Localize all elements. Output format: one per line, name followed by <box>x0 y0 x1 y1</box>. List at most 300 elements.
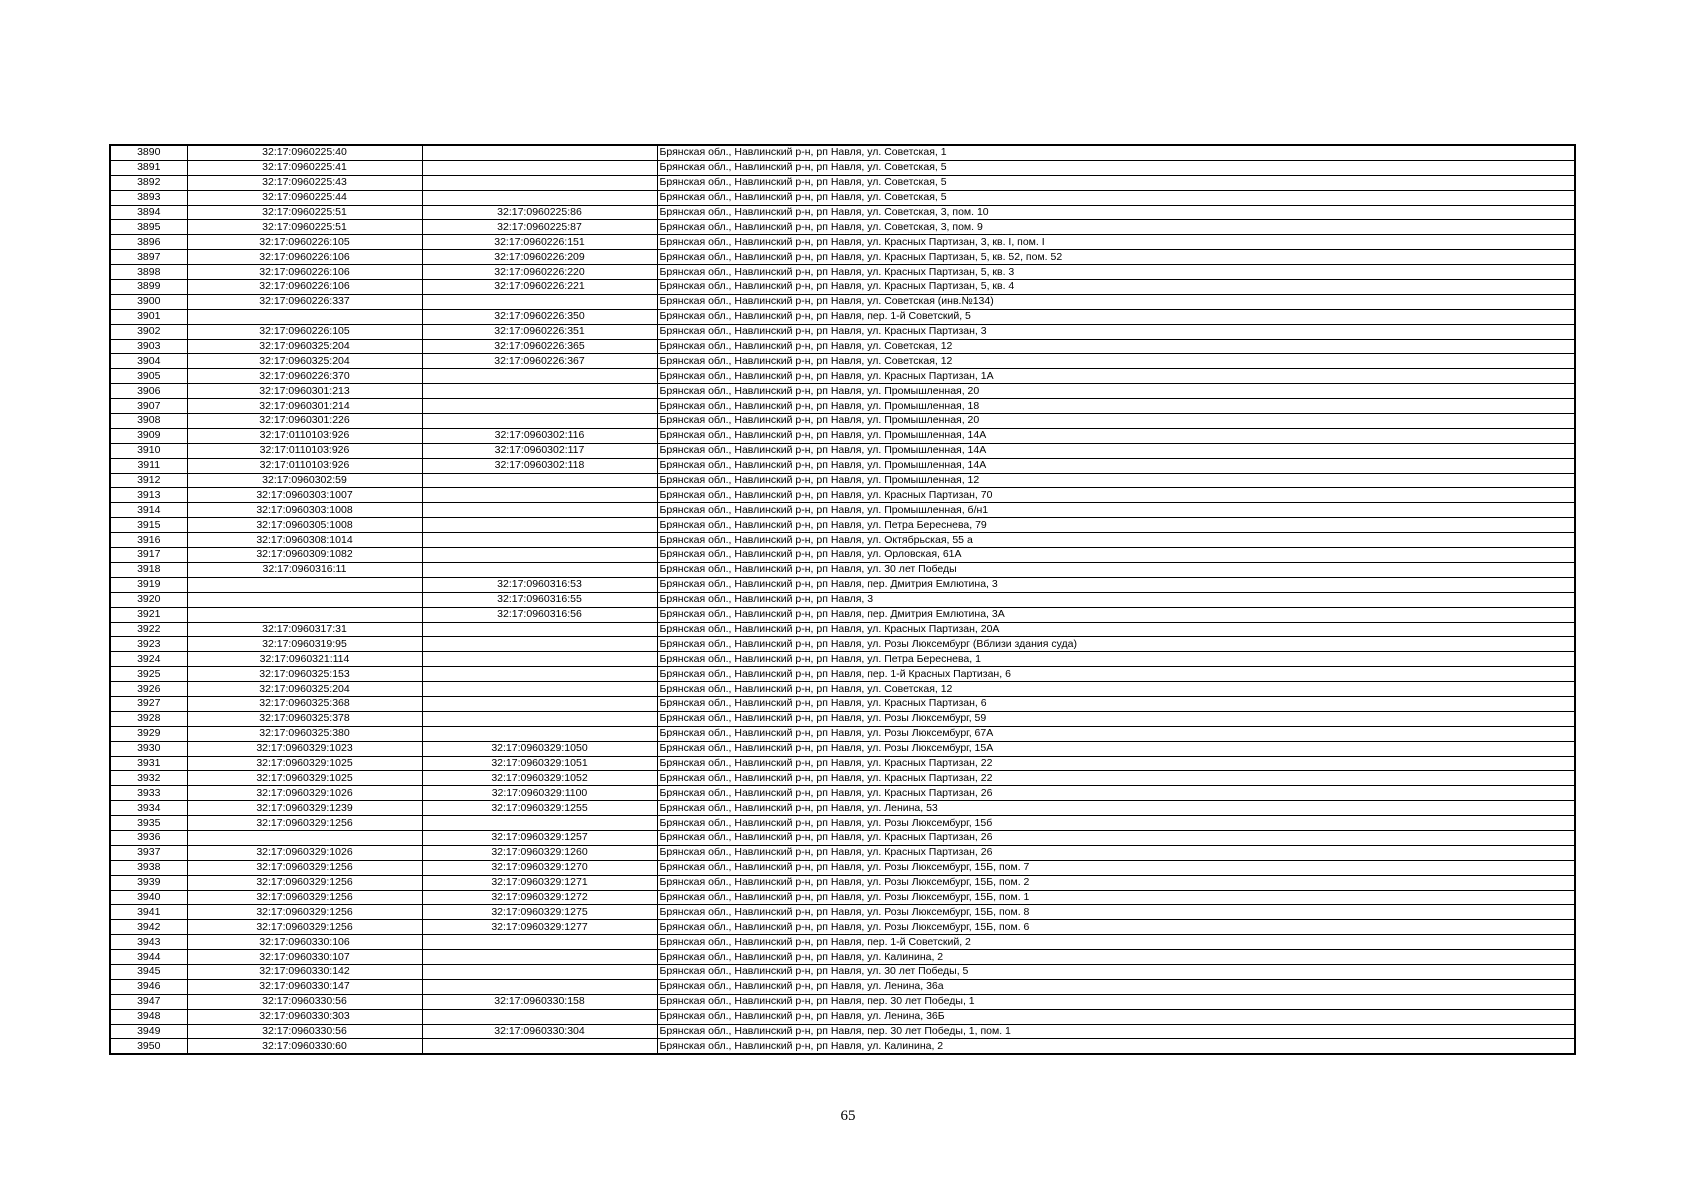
row-number-cell: 3891 <box>110 160 187 175</box>
address-cell: Брянская обл., Навлинский р-н, рп Навля, ул. Промышленная, 14А <box>657 428 1575 443</box>
table-row <box>110 443 1575 458</box>
cadastral-table <box>109 144 1576 1055</box>
related-number-cell <box>422 562 657 577</box>
address-cell: Брянская обл., Навлинский р-н, рп Навля, ул. Советская, 5 <box>657 160 1575 175</box>
address-cell: Брянская обл., Навлинский р-н, рп Навля, ул. Советская, 12 <box>657 682 1575 697</box>
related-number-cell <box>422 190 657 205</box>
related-number-cell <box>422 488 657 503</box>
cadastral-number-cell: 32:17:0960329:1256 <box>187 860 422 875</box>
cadastral-number-cell: 32:17:0960329:1256 <box>187 816 422 831</box>
address-cell: Брянская обл., Навлинский р-н, рп Навля, ул. Советская, 3, пом. 9 <box>657 220 1575 235</box>
address-cell: Брянская обл., Навлинский р-н, рп Навля, 3 <box>657 592 1575 607</box>
cadastral-number-cell: 32:17:0960330:56 <box>187 994 422 1009</box>
row-number-cell: 3895 <box>110 220 187 235</box>
address-cell: Брянская обл., Навлинский р-н, рп Навля, пер. 1-й Советский, 2 <box>657 935 1575 950</box>
address-cell: Брянская обл., Навлинский р-н, рп Навля, ул. Советская, 1 <box>657 145 1575 160</box>
related-number-cell <box>422 979 657 994</box>
related-number-cell <box>422 175 657 190</box>
cadastral-number-cell: 32:17:0960303:1007 <box>187 488 422 503</box>
cadastral-number-cell: 32:17:0960325:380 <box>187 726 422 741</box>
cadastral-number-cell: 32:17:0960330:142 <box>187 964 422 979</box>
table-row <box>110 711 1575 726</box>
related-number-cell <box>422 637 657 652</box>
related-number-cell: 32:17:0960226:151 <box>422 235 657 250</box>
table-row <box>110 533 1575 548</box>
related-number-cell: 32:17:0960329:1052 <box>422 771 657 786</box>
related-number-cell: 32:17:0960329:1051 <box>422 756 657 771</box>
table-row <box>110 190 1575 205</box>
table-body <box>110 145 1575 1054</box>
table-row <box>110 1024 1575 1039</box>
cadastral-number-cell: 32:17:0960329:1256 <box>187 920 422 935</box>
related-number-cell <box>422 1039 657 1054</box>
cadastral-number-cell: 32:17:0960226:106 <box>187 250 422 265</box>
related-number-cell <box>422 548 657 563</box>
related-number-cell: 32:17:0960330:158 <box>422 994 657 1009</box>
cadastral-number-cell: 32:17:0960226:106 <box>187 265 422 280</box>
row-number-cell: 3894 <box>110 205 187 220</box>
table-row <box>110 637 1575 652</box>
cadastral-number-cell: 32:17:0960301:213 <box>187 384 422 399</box>
related-number-cell <box>422 726 657 741</box>
address-cell: Брянская обл., Навлинский р-н, рп Навля, ул. Розы Люксембург, 15Б, пом. 1 <box>657 890 1575 905</box>
table-row <box>110 473 1575 488</box>
cadastral-number-cell: 32:17:0960325:204 <box>187 354 422 369</box>
table-row <box>110 607 1575 622</box>
table-row <box>110 428 1575 443</box>
address-cell: Брянская обл., Навлинский р-н, рп Навля, ул. Розы Люксембург, 15Б, пом. 6 <box>657 920 1575 935</box>
related-number-cell <box>422 473 657 488</box>
address-cell: Брянская обл., Навлинский р-н, рп Навля, ул. Красных Партизан, 5, кв. 52, пом. 52 <box>657 250 1575 265</box>
address-cell: Брянская обл., Навлинский р-н, рп Навля, ул. Ленина, 36Б <box>657 1009 1575 1024</box>
table-row <box>110 816 1575 831</box>
address-cell: Брянская обл., Навлинский р-н, рп Навля, ул. Красных Партизан, 5, кв. 4 <box>657 280 1575 295</box>
row-number-cell: 3897 <box>110 250 187 265</box>
cadastral-number-cell: 32:17:0960225:51 <box>187 220 422 235</box>
cadastral-number-cell: 32:17:0960330:107 <box>187 950 422 965</box>
table-row <box>110 1009 1575 1024</box>
row-number-cell: 3898 <box>110 265 187 280</box>
cadastral-number-cell: 32:17:0960226:106 <box>187 280 422 295</box>
address-cell: Брянская обл., Навлинский р-н, рп Навля, ул. Розы Люксембург, 59 <box>657 711 1575 726</box>
related-number-cell: 32:17:0960316:55 <box>422 592 657 607</box>
related-number-cell: 32:17:0960226:351 <box>422 324 657 339</box>
cadastral-number-cell: 32:17:0960225:40 <box>187 145 422 160</box>
table-row <box>110 488 1575 503</box>
row-number-cell: 3911 <box>110 458 187 473</box>
cadastral-number-cell: 32:17:0960330:56 <box>187 1024 422 1039</box>
row-number-cell: 3923 <box>110 637 187 652</box>
address-cell: Брянская обл., Навлинский р-н, рп Навля, ул. Красных Партизан, 26 <box>657 830 1575 845</box>
related-number-cell <box>422 369 657 384</box>
table-row <box>110 220 1575 235</box>
address-cell: Брянская обл., Навлинский р-н, рп Навля, пер. Дмитрия Емлютина, 3 <box>657 577 1575 592</box>
cadastral-number-cell: 32:17:0110103:926 <box>187 428 422 443</box>
table-row <box>110 235 1575 250</box>
table-row <box>110 890 1575 905</box>
table-row <box>110 935 1575 950</box>
row-number-cell: 3929 <box>110 726 187 741</box>
table-row <box>110 205 1575 220</box>
related-number-cell: 32:17:0960225:87 <box>422 220 657 235</box>
cadastral-number-cell: 32:17:0960225:43 <box>187 175 422 190</box>
table-row <box>110 458 1575 473</box>
cadastral-number-cell: 32:17:0960309:1082 <box>187 548 422 563</box>
table-row <box>110 682 1575 697</box>
row-number-cell: 3946 <box>110 979 187 994</box>
cadastral-number-cell: 32:17:0960316:11 <box>187 562 422 577</box>
row-number-cell: 3901 <box>110 309 187 324</box>
row-number-cell: 3938 <box>110 860 187 875</box>
address-cell: Брянская обл., Навлинский р-н, рп Навля, ул. Промышленная, 18 <box>657 399 1575 414</box>
row-number-cell: 3928 <box>110 711 187 726</box>
table-row <box>110 994 1575 1009</box>
related-number-cell <box>422 652 657 667</box>
row-number-cell: 3917 <box>110 548 187 563</box>
row-number-cell: 3934 <box>110 801 187 816</box>
address-cell: Брянская обл., Навлинский р-н, рп Навля, ул. Промышленная, 20 <box>657 414 1575 429</box>
cadastral-number-cell: 32:17:0110103:926 <box>187 458 422 473</box>
related-number-cell <box>422 503 657 518</box>
address-cell: Брянская обл., Навлинский р-н, рп Навля, ул. Ленина, 53 <box>657 801 1575 816</box>
table-row <box>110 979 1575 994</box>
row-number-cell: 3906 <box>110 384 187 399</box>
cadastral-number-cell: 32:17:0960308:1014 <box>187 533 422 548</box>
related-number-cell <box>422 533 657 548</box>
row-number-cell: 3942 <box>110 920 187 935</box>
row-number-cell: 3939 <box>110 875 187 890</box>
address-cell: Брянская обл., Навлинский р-н, рп Навля, ул. Ленина, 36а <box>657 979 1575 994</box>
related-number-cell <box>422 1009 657 1024</box>
table-row <box>110 369 1575 384</box>
address-cell: Брянская обл., Навлинский р-н, рп Навля, ул. Розы Люксембург, 15Б, пом. 8 <box>657 905 1575 920</box>
table-row <box>110 324 1575 339</box>
address-cell: Брянская обл., Навлинский р-н, рп Навля, ул. Красных Партизан, 26 <box>657 786 1575 801</box>
cadastral-number-cell: 32:17:0960325:153 <box>187 667 422 682</box>
table-row <box>110 1039 1575 1054</box>
related-number-cell: 32:17:0960329:1050 <box>422 741 657 756</box>
cadastral-number-cell: 32:17:0960226:105 <box>187 235 422 250</box>
related-number-cell <box>422 399 657 414</box>
cadastral-number-cell: 32:17:0960301:226 <box>187 414 422 429</box>
related-number-cell <box>422 682 657 697</box>
cadastral-number-cell: 32:17:0110103:926 <box>187 443 422 458</box>
cadastral-number-cell: 32:17:0960225:51 <box>187 205 422 220</box>
related-number-cell: 32:17:0960329:1270 <box>422 860 657 875</box>
address-cell: Брянская обл., Навлинский р-н, рп Навля, ул. Промышленная, 14А <box>657 443 1575 458</box>
address-cell: Брянская обл., Навлинский р-н, рп Навля, ул. Советская (инв.№134) <box>657 294 1575 309</box>
related-number-cell <box>422 160 657 175</box>
address-cell: Брянская обл., Навлинский р-н, рп Навля, ул. Промышленная, 20 <box>657 384 1575 399</box>
table-row <box>110 548 1575 563</box>
related-number-cell: 32:17:0960330:304 <box>422 1024 657 1039</box>
cadastral-number-cell: 32:17:0960301:214 <box>187 399 422 414</box>
row-number-cell: 3910 <box>110 443 187 458</box>
row-number-cell: 3945 <box>110 964 187 979</box>
row-number-cell: 3933 <box>110 786 187 801</box>
row-number-cell: 3909 <box>110 428 187 443</box>
related-number-cell: 32:17:0960226:209 <box>422 250 657 265</box>
row-number-cell: 3904 <box>110 354 187 369</box>
address-cell: Брянская обл., Навлинский р-н, рп Навля, ул. Советская, 3, пом. 10 <box>657 205 1575 220</box>
cadastral-number-cell: 32:17:0960226:337 <box>187 294 422 309</box>
cadastral-number-cell: 32:17:0960325:368 <box>187 696 422 711</box>
row-number-cell: 3947 <box>110 994 187 1009</box>
related-number-cell <box>422 294 657 309</box>
address-cell: Брянская обл., Навлинский р-н, рп Навля, ул. Советская, 12 <box>657 354 1575 369</box>
row-number-cell: 3920 <box>110 592 187 607</box>
table-row <box>110 771 1575 786</box>
related-number-cell: 32:17:0960302:116 <box>422 428 657 443</box>
related-number-cell <box>422 950 657 965</box>
row-number-cell: 3912 <box>110 473 187 488</box>
cadastral-number-cell: 32:17:0960319:95 <box>187 637 422 652</box>
related-number-cell: 32:17:0960329:1255 <box>422 801 657 816</box>
related-number-cell: 32:17:0960329:1277 <box>422 920 657 935</box>
address-cell: Брянская обл., Навлинский р-н, рп Навля, ул. Красных Партизан, 3, кв. I, пом. I <box>657 235 1575 250</box>
related-number-cell <box>422 145 657 160</box>
table-row <box>110 145 1575 160</box>
table-row <box>110 950 1575 965</box>
address-cell: Брянская обл., Навлинский р-н, рп Навля, ул. Красных Партизан, 1А <box>657 369 1575 384</box>
cadastral-number-cell: 32:17:0960329:1256 <box>187 905 422 920</box>
row-number-cell: 3927 <box>110 696 187 711</box>
cadastral-number-cell: 32:17:0960329:1239 <box>187 801 422 816</box>
row-number-cell: 3948 <box>110 1009 187 1024</box>
table-row <box>110 414 1575 429</box>
related-number-cell <box>422 622 657 637</box>
table-row <box>110 875 1575 890</box>
address-cell: Брянская обл., Навлинский р-н, рп Навля, ул. Калинина, 2 <box>657 1039 1575 1054</box>
row-number-cell: 3900 <box>110 294 187 309</box>
address-cell: Брянская обл., Навлинский р-н, рп Навля, ул. Красных Партизан, 70 <box>657 488 1575 503</box>
row-number-cell: 3949 <box>110 1024 187 1039</box>
row-number-cell: 3919 <box>110 577 187 592</box>
table-row <box>110 726 1575 741</box>
row-number-cell: 3931 <box>110 756 187 771</box>
address-cell: Брянская обл., Навлинский р-н, рп Навля, ул. Красных Партизан, 26 <box>657 845 1575 860</box>
row-number-cell: 3925 <box>110 667 187 682</box>
address-cell: Брянская обл., Навлинский р-н, рп Навля, ул. Октябрьская, 55 а <box>657 533 1575 548</box>
related-number-cell: 32:17:0960316:53 <box>422 577 657 592</box>
table-row <box>110 399 1575 414</box>
row-number-cell: 3896 <box>110 235 187 250</box>
cadastral-number-cell: 32:17:0960325:204 <box>187 682 422 697</box>
cadastral-number-cell: 32:17:0960317:31 <box>187 622 422 637</box>
row-number-cell: 3930 <box>110 741 187 756</box>
related-number-cell: 32:17:0960226:365 <box>422 339 657 354</box>
cadastral-number-cell: 32:17:0960330:60 <box>187 1039 422 1054</box>
address-cell: Брянская обл., Навлинский р-н, рп Навля, ул. Розы Люксембург, 15А <box>657 741 1575 756</box>
table-row <box>110 250 1575 265</box>
table-row <box>110 354 1575 369</box>
table-row <box>110 845 1575 860</box>
cadastral-number-cell: 32:17:0960329:1026 <box>187 786 422 801</box>
table-row <box>110 592 1575 607</box>
table-row <box>110 503 1575 518</box>
row-number-cell: 3932 <box>110 771 187 786</box>
related-number-cell: 32:17:0960329:1271 <box>422 875 657 890</box>
cadastral-number-cell: 32:17:0960325:378 <box>187 711 422 726</box>
table-row <box>110 786 1575 801</box>
address-cell: Брянская обл., Навлинский р-н, рп Навля, ул. Красных Партизан, 20А <box>657 622 1575 637</box>
cadastral-number-cell: 32:17:0960330:303 <box>187 1009 422 1024</box>
cadastral-number-cell: 32:17:0960329:1025 <box>187 756 422 771</box>
address-cell: Брянская обл., Навлинский р-н, рп Навля, ул. Красных Партизан, 22 <box>657 771 1575 786</box>
address-cell: Брянская обл., Навлинский р-н, рп Навля, ул. Розы Люксембург, 15б <box>657 816 1575 831</box>
related-number-cell <box>422 935 657 950</box>
cadastral-number-cell <box>187 309 422 324</box>
address-cell: Брянская обл., Навлинский р-н, рп Навля, пер. Дмитрия Емлютина, 3А <box>657 607 1575 622</box>
row-number-cell: 3908 <box>110 414 187 429</box>
row-number-cell: 3905 <box>110 369 187 384</box>
row-number-cell: 3950 <box>110 1039 187 1054</box>
table-row <box>110 339 1575 354</box>
cadastral-number-cell: 32:17:0960225:41 <box>187 160 422 175</box>
cadastral-number-cell: 32:17:0960226:105 <box>187 324 422 339</box>
cadastral-number-cell: 32:17:0960302:59 <box>187 473 422 488</box>
row-number-cell: 3943 <box>110 935 187 950</box>
table-row <box>110 920 1575 935</box>
table-row <box>110 860 1575 875</box>
cadastral-number-cell: 32:17:0960325:204 <box>187 339 422 354</box>
related-number-cell: 32:17:0960316:56 <box>422 607 657 622</box>
related-number-cell: 32:17:0960329:1260 <box>422 845 657 860</box>
table-row <box>110 964 1575 979</box>
row-number-cell: 3899 <box>110 280 187 295</box>
related-number-cell <box>422 696 657 711</box>
related-number-cell <box>422 711 657 726</box>
table-row <box>110 309 1575 324</box>
address-cell: Брянская обл., Навлинский р-н, рп Навля, ул. Красных Партизан, 22 <box>657 756 1575 771</box>
related-number-cell: 32:17:0960226:367 <box>422 354 657 369</box>
related-number-cell: 32:17:0960226:221 <box>422 280 657 295</box>
row-number-cell: 3915 <box>110 518 187 533</box>
address-cell: Брянская обл., Навлинский р-н, рп Навля, ул. Красных Партизан, 3 <box>657 324 1575 339</box>
cadastral-number-cell: 32:17:0960225:44 <box>187 190 422 205</box>
address-cell: Брянская обл., Навлинский р-н, рп Навля, ул. Калинина, 2 <box>657 950 1575 965</box>
table-row <box>110 830 1575 845</box>
cadastral-number-cell <box>187 607 422 622</box>
address-cell: Брянская обл., Навлинский р-н, рп Навля, ул. Розы Люксембург, 15Б, пом. 7 <box>657 860 1575 875</box>
cadastral-number-cell: 32:17:0960305:1008 <box>187 518 422 533</box>
cadastral-number-cell: 32:17:0960329:1026 <box>187 845 422 860</box>
address-cell: Брянская обл., Навлинский р-н, рп Навля, ул. Промышленная, 12 <box>657 473 1575 488</box>
table-row <box>110 756 1575 771</box>
address-cell: Брянская обл., Навлинский р-н, рп Навля, пер. 30 лет Победы, 1 <box>657 994 1575 1009</box>
row-number-cell: 3926 <box>110 682 187 697</box>
related-number-cell: 32:17:0960329:1100 <box>422 786 657 801</box>
cadastral-number-cell <box>187 592 422 607</box>
row-number-cell: 3913 <box>110 488 187 503</box>
row-number-cell: 3944 <box>110 950 187 965</box>
table-row <box>110 741 1575 756</box>
cadastral-number-cell <box>187 830 422 845</box>
page-number: 65 <box>840 1108 856 1124</box>
address-cell: Брянская обл., Навлинский р-н, рп Навля, пер. 1-й Советский, 5 <box>657 309 1575 324</box>
cadastral-number-cell: 32:17:0960330:147 <box>187 979 422 994</box>
address-cell: Брянская обл., Навлинский р-н, рп Навля, ул. Красных Партизан, 5, кв. 3 <box>657 265 1575 280</box>
row-number-cell: 3903 <box>110 339 187 354</box>
table-row <box>110 280 1575 295</box>
related-number-cell: 32:17:0960302:117 <box>422 443 657 458</box>
row-number-cell: 3892 <box>110 175 187 190</box>
table-row <box>110 652 1575 667</box>
related-number-cell: 32:17:0960329:1257 <box>422 830 657 845</box>
table-row <box>110 265 1575 280</box>
address-cell: Брянская обл., Навлинский р-н, рп Навля, ул. Промышленная, 14А <box>657 458 1575 473</box>
address-cell: Брянская обл., Навлинский р-н, рп Навля, ул. 30 лет Победы <box>657 562 1575 577</box>
cadastral-number-cell: 32:17:0960226:370 <box>187 369 422 384</box>
related-number-cell <box>422 518 657 533</box>
table-row <box>110 294 1575 309</box>
address-cell: Брянская обл., Навлинский р-н, рп Навля, ул. Розы Люксембург, 67А <box>657 726 1575 741</box>
related-number-cell: 32:17:0960329:1275 <box>422 905 657 920</box>
cadastral-number-cell: 32:17:0960329:1023 <box>187 741 422 756</box>
row-number-cell: 3935 <box>110 816 187 831</box>
table-row <box>110 562 1575 577</box>
related-number-cell: 32:17:0960226:350 <box>422 309 657 324</box>
address-cell: Брянская обл., Навлинский р-н, рп Навля, ул. Розы Люксембург (Вблизи здания суда) <box>657 637 1575 652</box>
related-number-cell <box>422 667 657 682</box>
address-cell: Брянская обл., Навлинский р-н, рп Навля, ул. Советская, 5 <box>657 175 1575 190</box>
related-number-cell <box>422 816 657 831</box>
row-number-cell: 3922 <box>110 622 187 637</box>
related-number-cell: 32:17:0960329:1272 <box>422 890 657 905</box>
table-row <box>110 577 1575 592</box>
related-number-cell <box>422 384 657 399</box>
row-number-cell: 3941 <box>110 905 187 920</box>
related-number-cell: 32:17:0960302:118 <box>422 458 657 473</box>
related-number-cell <box>422 414 657 429</box>
address-cell: Брянская обл., Навлинский р-н, рп Навля, ул. Орловская, 61А <box>657 548 1575 563</box>
related-number-cell: 32:17:0960225:86 <box>422 205 657 220</box>
related-number-cell: 32:17:0960226:220 <box>422 265 657 280</box>
address-cell: Брянская обл., Навлинский р-н, рп Навля, ул. Советская, 12 <box>657 339 1575 354</box>
table-row <box>110 696 1575 711</box>
address-cell: Брянская обл., Навлинский р-н, рп Навля, ул. Красных Партизан, 6 <box>657 696 1575 711</box>
table-row <box>110 518 1575 533</box>
row-number-cell: 3940 <box>110 890 187 905</box>
row-number-cell: 3902 <box>110 324 187 339</box>
address-cell: Брянская обл., Навлинский р-н, рп Навля, ул. 30 лет Победы, 5 <box>657 964 1575 979</box>
address-cell: Брянская обл., Навлинский р-н, рп Навля, ул. Промышленная, б/н1 <box>657 503 1575 518</box>
row-number-cell: 3924 <box>110 652 187 667</box>
address-cell: Брянская обл., Навлинский р-н, рп Навля, ул. Розы Люксембург, 15Б, пом. 2 <box>657 875 1575 890</box>
address-cell: Брянская обл., Навлинский р-н, рп Навля, ул. Советская, 5 <box>657 190 1575 205</box>
row-number-cell: 3936 <box>110 830 187 845</box>
table-row <box>110 384 1575 399</box>
cadastral-number-cell: 32:17:0960329:1256 <box>187 890 422 905</box>
row-number-cell: 3916 <box>110 533 187 548</box>
address-cell: Брянская обл., Навлинский р-н, рп Навля, пер. 30 лет Победы, 1, пом. 1 <box>657 1024 1575 1039</box>
cadastral-number-cell: 32:17:0960321:114 <box>187 652 422 667</box>
table-row <box>110 622 1575 637</box>
table-row <box>110 175 1575 190</box>
address-cell: Брянская обл., Навлинский р-н, рп Навля, ул. Петра Береснева, 1 <box>657 652 1575 667</box>
cadastral-number-cell: 32:17:0960329:1256 <box>187 875 422 890</box>
row-number-cell: 3890 <box>110 145 187 160</box>
cadastral-number-cell: 32:17:0960329:1025 <box>187 771 422 786</box>
row-number-cell: 3921 <box>110 607 187 622</box>
table-row <box>110 801 1575 816</box>
address-cell: Брянская обл., Навлинский р-н, рп Навля, ул. Петра Береснева, 79 <box>657 518 1575 533</box>
cadastral-number-cell <box>187 577 422 592</box>
address-cell: Брянская обл., Навлинский р-н, рп Навля, пер. 1-й Красных Партизан, 6 <box>657 667 1575 682</box>
row-number-cell: 3907 <box>110 399 187 414</box>
table-row <box>110 160 1575 175</box>
row-number-cell: 3914 <box>110 503 187 518</box>
